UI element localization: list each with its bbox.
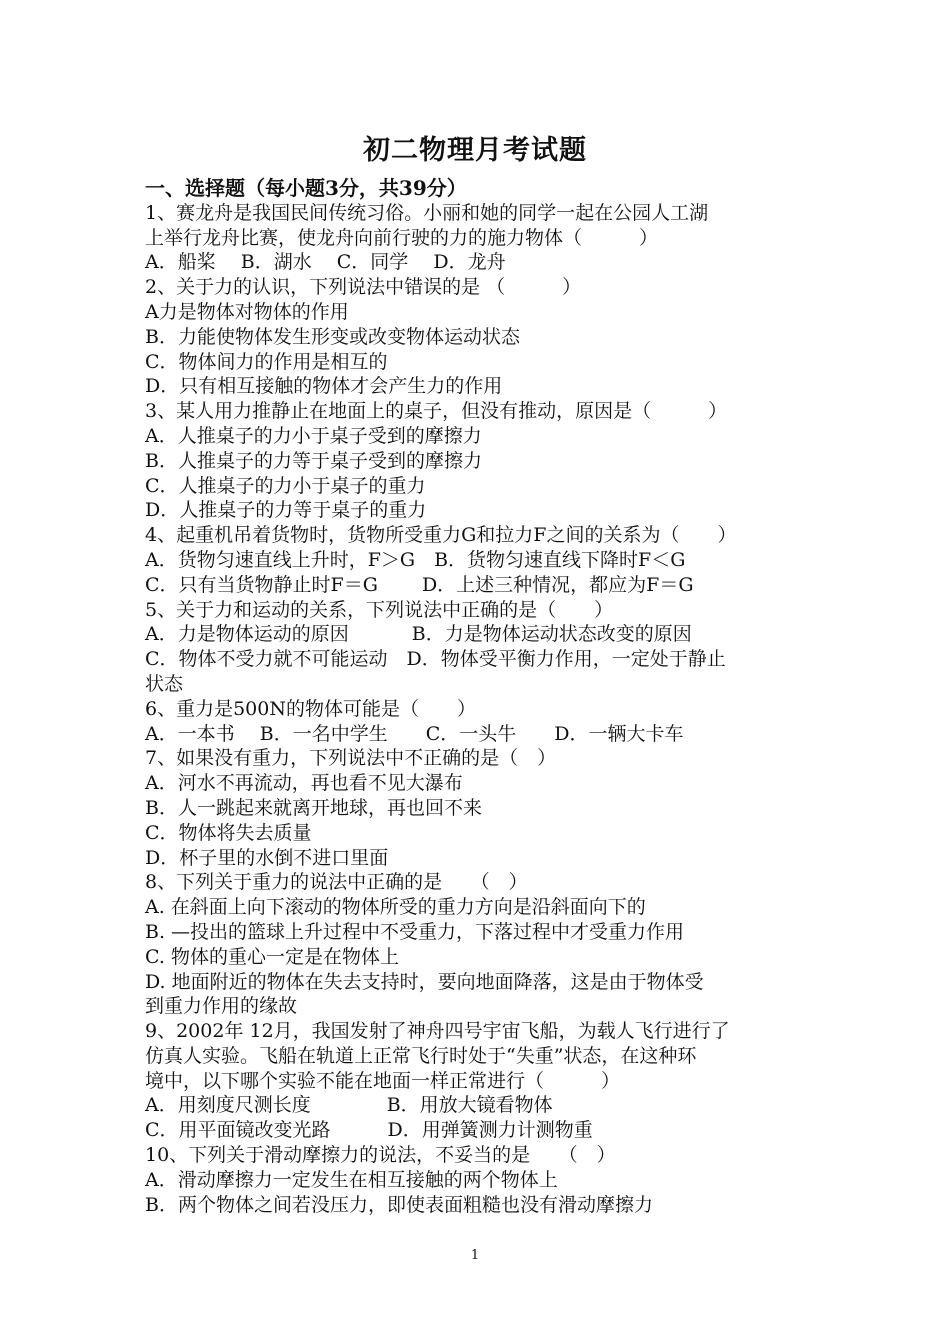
text-line: A力是物体对物体的作用 bbox=[145, 300, 349, 323]
text-line: D．只有相互接触的物体才会产生力的作用 bbox=[145, 375, 503, 398]
text-line: 上举行龙舟比赛，使龙舟向前行驶的力的施力物体（ ） bbox=[145, 226, 659, 249]
text-line: A．货物匀速直线上升时，F＞G B．货物匀速直线下降时F＜G bbox=[145, 548, 686, 571]
text-line: 仿真人实验。飞船在轨道上正常飞行时处于“失重”状态，在这种环 bbox=[145, 1044, 697, 1067]
text-line: C. 物体的重心一定是在物体上 bbox=[145, 945, 399, 968]
page-number: 1 bbox=[470, 1248, 480, 1263]
text-line: 5、关于力和运动的关系，下列说法中正确的是（ ） bbox=[145, 598, 614, 621]
text-line: B．两个物体之间若没压力，即使表面粗糙也没有滑动摩擦力 bbox=[145, 1193, 653, 1216]
text-line: 到重力作用的缘故 bbox=[145, 995, 298, 1018]
text-line: A．用刻度尺测长度 B．用放大镜看物体 bbox=[145, 1094, 553, 1117]
text-line: A．力是物体运动的原因 B．力是物体运动状态改变的原因 bbox=[145, 623, 692, 646]
document-body bbox=[145, 176, 815, 1217]
text-line: A．河水不再流动，再也看不见大瀑布 bbox=[145, 772, 463, 795]
text-line: A. 在斜面上向下滚动的物体所受的重力方向是沿斜面向下的 bbox=[145, 896, 646, 919]
text-line: 6、重力是500N的物体可能是（ ） bbox=[145, 697, 476, 720]
text-line: D．杯子里的水倒不进口里面 bbox=[145, 846, 389, 869]
text-line: A．船桨 B．湖水 C．同学 D．龙舟 bbox=[145, 251, 506, 274]
text-line: A．一本书 B．一名中学生 C．一头牛 D．一辆大卡车 bbox=[145, 722, 684, 745]
text-line: 1、赛龙舟是我国民间传统习俗。小丽和她的同学一起在公园人工湖 bbox=[145, 201, 709, 224]
text-line: C．人推桌子的力小于桌子的重力 bbox=[145, 474, 426, 497]
text-line: C．物体间力的作用是相互的 bbox=[145, 350, 388, 373]
section-heading: 一、选择题（每小题3分，共39分） bbox=[145, 176, 467, 200]
text-line: B．力能使物体发生形变或改变物体运动状态 bbox=[145, 325, 520, 348]
text-line: D．人推桌子的力等于桌子的重力 bbox=[145, 499, 427, 522]
text-line: 状态 bbox=[145, 672, 184, 695]
question-lines bbox=[145, 201, 815, 1218]
text-line: D. 地面附近的物体在失去支持时，要向地面降落，这是由于物体受 bbox=[145, 970, 704, 993]
text-line: 8、下列关于重力的说法中正确的是 （ ） bbox=[145, 871, 528, 894]
text-line: C．物体将失去质量 bbox=[145, 821, 312, 844]
text-line: B．人一跳起来就离开地球，再也回不来 bbox=[145, 796, 482, 819]
text-line: C．用平面镜改变光路 D．用弹簧测力计测物重 bbox=[145, 1119, 593, 1142]
text-line: 4、起重机吊着货物时，货物所受重力G和拉力F之间的关系为（ ） bbox=[145, 524, 737, 547]
text-line: C．只有当货物静止时F＝G D．上述三种情况，都应为F＝G bbox=[145, 573, 694, 596]
page-title: 初二物理月考试题 bbox=[363, 135, 587, 166]
text-line: B. —投出的篮球上升过程中不受重力，下落过程中才受重力作用 bbox=[145, 920, 685, 943]
text-line: 境中，以下哪个实验不能在地面一样正常进行（ ） bbox=[145, 1069, 621, 1092]
text-line: A．人推桌子的力小于桌子受到的摩擦力 bbox=[145, 424, 482, 447]
text-line: 10、下列关于滑动摩擦力的说法，不妥当的是 （ ） bbox=[145, 1144, 616, 1167]
text-line: 3、某人用力推静止在地面上的桌子，但没有推动，原因是（ ） bbox=[145, 400, 728, 423]
text-line: 7、如果没有重力，下列说法中不正确的是（ ） bbox=[145, 747, 557, 770]
text-line: C．物体不受力就不可能运动 D．物体受平衡力作用，一定处于静止 bbox=[145, 648, 726, 671]
text-line: A．滑动摩擦力一定发生在相互接触的两个物体上 bbox=[145, 1168, 558, 1191]
text-line: 9、2002年 12月，我国发射了神舟四号宇宙飞船，为载人飞行进行了 bbox=[145, 1020, 730, 1043]
text-line: B．人推桌子的力等于桌子受到的摩擦力 bbox=[145, 449, 482, 472]
text-line: 2、关于力的认识，下列说法中错误的是 （ ） bbox=[145, 276, 582, 299]
